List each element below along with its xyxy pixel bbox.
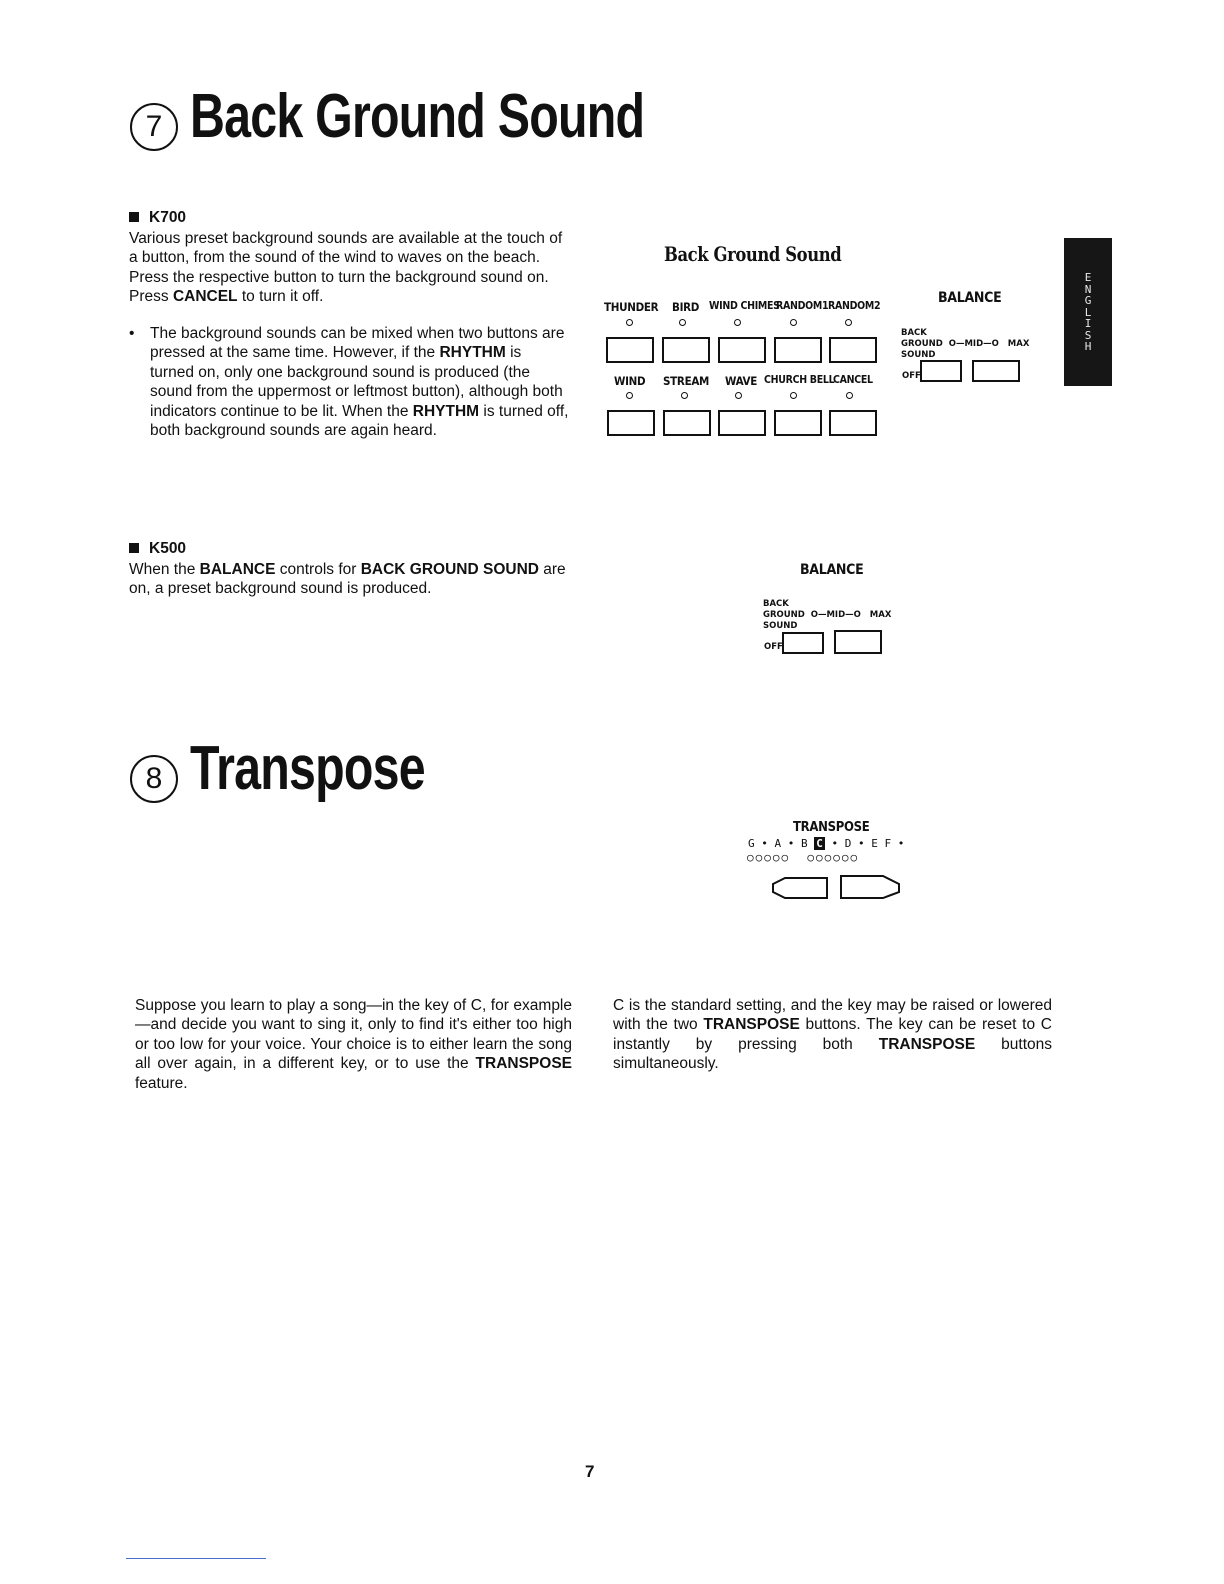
k700-panel xyxy=(600,238,1040,448)
label-cancel: CANCEL xyxy=(833,374,873,386)
bird-button[interactable] xyxy=(662,337,710,363)
section-8-title: Transpose xyxy=(190,734,425,803)
label-wave: WAVE xyxy=(725,374,758,388)
k500-balance-up-button[interactable] xyxy=(834,630,882,654)
led-wind-chimes xyxy=(734,319,741,326)
wind-chimes-button[interactable] xyxy=(718,337,766,363)
k700-bullet: • The background sounds can be mixed when two buttons are pressed at the same time. However, if the RHYTHM is turned on, only one background sound is produced (the sound from the uppermost or leftmost button), although both indicators continue to be lit. When the RHYTHM is turned off, both background sounds are again heard. xyxy=(129,325,569,440)
k500-balance-title: BALANCE xyxy=(800,562,864,578)
led-bird xyxy=(679,319,686,326)
led-random1 xyxy=(790,319,797,326)
led-icon: ○○○○○ xyxy=(747,851,791,864)
stream-button[interactable] xyxy=(663,410,711,436)
bullet-dot-icon: • xyxy=(129,325,135,342)
led-church-bell xyxy=(790,392,797,399)
page-number: 7 xyxy=(585,1462,595,1481)
thunder-button[interactable] xyxy=(606,337,654,363)
label-wind: WIND xyxy=(614,374,646,388)
section-7-title: Back Ground Sound xyxy=(190,82,645,151)
led-icon: ○○○○○○ xyxy=(807,851,860,864)
transpose-keys-low: G • A • B xyxy=(748,837,808,850)
k500-heading: K500 xyxy=(129,540,186,558)
section-8-heading xyxy=(130,734,491,809)
wave-button[interactable] xyxy=(718,410,766,436)
bgs-logo: Back Ground Sound xyxy=(664,242,842,266)
k500-balance-labels: BACK GROUND O—MID—O MAX SOUND xyxy=(763,599,892,631)
transpose-paragraph-2: C is the standard setting, and the key may be raised or lowered with the two TRANSPOSE buttons. The key can be reset to C instantly by pressing both TRANSPOSE buttons simultaneously. xyxy=(613,997,1053,1073)
transpose-down-button[interactable] xyxy=(771,872,831,900)
led-stream xyxy=(681,392,688,399)
transpose-title: TRANSPOSE xyxy=(793,820,870,835)
k700-heading: K700 xyxy=(129,209,186,227)
random1-button[interactable] xyxy=(774,337,822,363)
label-thunder: THUNDER xyxy=(604,300,659,314)
k500-balance-off: OFF xyxy=(764,642,783,652)
transpose-paragraph-1: Suppose you learn to play a song—in the key of C, for example—and decide you want to sing it, only to find it's either too high or too low for your voice. Your choice is to either learn the song all over again, in a different key, or to use the TRANSPOSE feature. xyxy=(135,997,572,1092)
k500-panel xyxy=(760,562,910,662)
led-random2 xyxy=(845,319,852,326)
transpose-key-row xyxy=(748,837,904,850)
k700-balance-down-button[interactable] xyxy=(920,360,962,382)
led-thunder xyxy=(626,319,633,326)
wind-button[interactable] xyxy=(607,410,655,436)
k700-balance-labels: BACK GROUND O—MID—O MAX SOUND xyxy=(901,328,1030,360)
transpose-panel xyxy=(745,818,955,908)
k700-balance-title: BALANCE xyxy=(938,290,1002,306)
led-wind xyxy=(626,392,633,399)
k700-balance-up-button[interactable] xyxy=(972,360,1020,382)
church-bell-button[interactable] xyxy=(774,410,822,436)
section-7-number: 7 xyxy=(130,103,178,151)
k500-paragraph: When the BALANCE controls for BACK GROUND SOUND are on, a preset background sound is produced. xyxy=(129,561,566,598)
k700-paragraph: Various preset background sounds are available at the touch of a button, from the sound of the wind to waves on the beach. Press the respective button to turn the background sound on. Press CANCEL to turn it off. xyxy=(129,230,563,306)
random2-button[interactable] xyxy=(829,337,877,363)
label-stream: STREAM xyxy=(663,374,710,388)
bullet-square-icon xyxy=(129,212,139,222)
label-wind-chimes: WIND CHIMES xyxy=(709,300,780,312)
cancel-button[interactable] xyxy=(829,410,877,436)
section-8-number: 8 xyxy=(130,755,178,803)
transpose-keys-high: • D • E F • xyxy=(831,837,905,850)
transpose-key-c: C xyxy=(816,837,823,850)
footer-rule xyxy=(126,1558,266,1559)
label-random1: RANDOM1 xyxy=(776,300,829,312)
label-church-bell: CHURCH BELL xyxy=(764,374,835,386)
led-cancel xyxy=(846,392,853,399)
label-random2: RANDOM2 xyxy=(828,300,881,312)
transpose-leds xyxy=(747,851,859,864)
english-side-tab: E N G L I S H xyxy=(1064,238,1112,386)
k700-balance-off: OFF xyxy=(902,371,921,381)
bullet-square-icon xyxy=(129,543,139,553)
k500-balance-down-button[interactable] xyxy=(782,632,824,654)
led-wave xyxy=(735,392,742,399)
label-bird: BIRD xyxy=(672,300,700,314)
section-7-heading xyxy=(130,82,772,157)
transpose-up-button[interactable] xyxy=(839,872,903,900)
